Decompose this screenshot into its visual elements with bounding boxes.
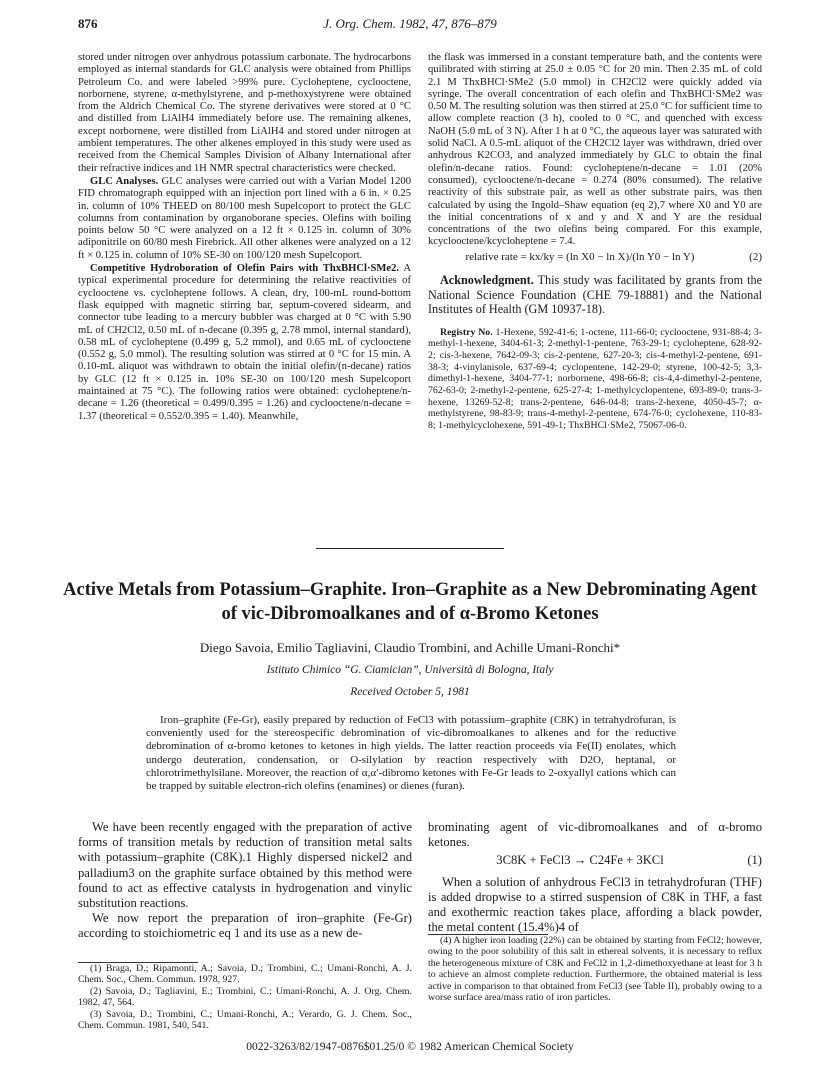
paragraph: stored under nitrogen over anhydrous potassium carbonate. The hydrocarbons employed as internal standards for GLC analysis were obtained from Phillips Petroleum Co. and were labeled >99% pure. Cycloheptene, cyclooctene, norbornene, styrene, α-methylstyrene, and p-methoxystyrene were obtained from the Aldrich Chemical Co. The styrene derivatives were stored at 0 °C and distilled from LiAlH4 immediately before use. The remaining alkenes, except norbornene, were distilled from LiAlH4 and stored under nitrogen at ambient temperatures. The other alkenes employed in this study were used as received from the Chemical Samples Division of Albany International after their refractive indices and 1H NMR spectral characteristics were checked. <box>78 52 411 174</box>
paragraph: We now report the preparation of iron–graphite (Fe-Gr) according to stoichiometric eq 1 and its use as a new de- <box>78 911 412 941</box>
left-column <box>78 52 411 424</box>
body-left-column <box>78 820 412 942</box>
page-footer: 0022-3263/82/1947-0876$01.25/0 © 1982 American Chemical Society <box>246 1041 574 1053</box>
running-header <box>0 16 820 36</box>
acknowledgment <box>428 273 762 317</box>
section-heading: Registry No. <box>440 326 493 338</box>
footnote: (2) Savoia, D.; Tagliavini, E.; Trombini, C.; Umani-Ronchi, A. J. Org. Chem. 1982, 47, 564. <box>78 985 412 1009</box>
footnote: (1) Braga, D.; Ripamonti, A.; Savoia, D.; Trombini, C.; Umani-Ronchi, A. J. Chem. Soc., Chem. Commun. 1978, 927. <box>78 963 412 986</box>
equation-text: 3C8K + FeCl3 → C24Fe + 3KCl <box>496 853 664 868</box>
footnotes-left <box>78 962 412 1031</box>
paragraph: the flask was immersed in a constant temperature bath, and the contents were quilibrated with stirring at 25.0 ± 0.05 °C for 20 min. Then 2.35 mL of cold 2.1 M ThxBHCl·SMe2 (5.0 mmol) in CH2Cl2 were quickly added via syringe. The overall concentration of each olefin and ThxBHCl·SMe2 was 0.50 M. The resulting solution was then stirred at 25.0 °C for sufficient time to allow complete reaction (3 h), cooled to 0 °C, and quenched with excess NaOH (5.0 mL of 3 N). After 1 h at 0 °C, the aqueous layer was saturated with solid NaCl. A 0.5-mL aliquot of the CH2Cl2 layer was withdrawn, dried over anhydrous K2CO3, and analyzed immediately by GLC to obtain the final olefin/n-decane ratios. Found: cycloheptene/n-decane = 1.01 (20% consumed), cyclooctene/n-decane = 0.274 (80% consumed). The relative reactivity of this substrate pair, as well as other substrate pairs, was then calculated by using the Ingold–Shaw equation (eq 2),7 where X0 and Y0 are the initial concentrations of x and y and X and Y are the residual concentrations of the two olefins being compared. For this example, kcyclooctene/kcycloheptene = 7.4. <box>428 52 762 248</box>
footnote: (3) Savoia, D.; Trombini, C.; Umani-Ronchi, A.; Verardo, G. J. Chem. Soc., Chem. Commun. 1981, 540, 541. <box>78 1008 412 1032</box>
received-date: Received October 5, 1981 <box>350 686 470 698</box>
equation-2 <box>428 251 762 263</box>
affiliation: Istituto Chimico “G. Ciamician”, Università di Bologna, Italy <box>266 664 554 676</box>
equation-1 <box>428 853 762 868</box>
equation-text: relative rate = kx/ky = (ln X0 − ln X)/(ln Y0 − ln Y) <box>465 250 695 263</box>
section-heading: Acknowledgment. <box>440 273 534 288</box>
paragraph-text: This study was facilitated by grants from the National Science Foundation (CHE 79-18881) and the National Institutes of Health (GM 10937-18). <box>428 273 762 317</box>
paragraph: brominating agent of vic-dibromoalkanes and of α-bromo ketones. <box>428 820 762 850</box>
body-right-column <box>428 820 762 935</box>
registry-numbers <box>428 327 762 432</box>
footnote: (4) A higher iron loading (22%) can be obtained by starting from FeCl2; however, owing to the poor solubility of this salt in ethereal solvents, it is necessary to reflux the heterogeneous mixture of C8K and FeCl2 in 1,2-dimethoxyethane at least for 3 h to achieve an almost complete reduction. Furthermore, the obtained material is less active in comparison to that obtained from FeCl3 (see Table II), probably owing to a worse surface area/mass ratio of iron particles. <box>428 935 762 1004</box>
section-divider <box>316 548 504 549</box>
paragraph <box>78 263 411 423</box>
authors: Diego Savoia, Emilio Tagliavini, Claudio Trombini, and Achille Umani-Ronchi* <box>199 640 621 655</box>
equation-number: (1) <box>747 853 762 868</box>
journal-citation: J. Org. Chem. 1982, 47, 876–879 <box>323 16 497 31</box>
section-heading: Competitive Hydroboration of Olefin Pairs with ThxBHCl·SMe2. <box>90 263 400 275</box>
paragraph <box>78 176 411 262</box>
paragraph: When a solution of anhydrous FeCl3 in tetrahydrofuran (THF) is added dropwise to a stirred suspension of C8K in THF, a fast and exothermic reaction takes place, affording a black powder, the metal content (15.4%)4 of <box>428 874 762 935</box>
paragraph-text: A typical experimental procedure for determining the relative reactivities of cyclooctene vs. cycloheptene follows. A clean, dry, 100-mL round-bottom flask equipped with magnetic stirring bar, septum-covered sidearm, and connector tube leading to a mercury bubbler was charged at 0 °C with 5.90 mL of CH2Cl2, 0.50 mL of n-decane (0.395 g, 2.78 mmol, internal standard), 0.58 mL of cycloheptene (0.499 g, 5.2 mmol), and 0.65 mL of cyclooctene (0.552 g, 5.0 mmol). The resulting solution was stirred at 0 °C for 15 min. A 0.10-mL aliquot was withdrawn to obtain the initial olefin/(n-decane) ratios by GLC (12 ft × 0.125 in. 10% SE-30 on 100/120 mesh Supelcoport maintained at 75 °C). The following ratios were obtained: cycloheptene/n-decane = 1.26 (theoretical = 0.499/0.395 = 1.26) and cyclooctene/n-decane = 1.37 (theoretical = 0.552/0.395 = 1.40). Meanwhile, <box>78 263 411 422</box>
footnotes-right <box>428 934 762 1003</box>
page-number: 876 <box>78 16 98 31</box>
right-column <box>428 52 762 433</box>
section-heading: GLC Analyses. <box>90 175 159 187</box>
equation-number: (2) <box>749 250 762 263</box>
paragraph-text: GLC analyses were carried out with a Varian Model 1200 FID chromatograph equipped with an injection port lined with a 6 in. × 0.25 in. column of 10% THEED on 80/100 mesh Supelcoport to protect the GLC columns from contamination by organoborane species. Olefins with boiling points below 50 °C were analyzed on a 12 ft × 0.125 in. column of 30% adiponitrile on 60/80 mesh Firebrick. All other alkenes were analyzed on a 12 ft × 0.125 in. column of 10% SE-30 on 100/120 mesh Supelcoport. <box>78 175 411 261</box>
article-title: Active Metals from Potassium–Graphite. Iron–Graphite as a New Debrominating Agent of vic-Dibromoalkanes and of α-Bromo Ketones <box>63 580 757 624</box>
abstract: Iron–graphite (Fe-Gr), easily prepared by reduction of FeCl3 with potassium–graphite (C8K) in tetrahydrofuran, is conveniently used for the stereospecific debromination of vic-dibromoalkanes to alkenes and for the reductive debromination of α-bromo ketones to ketones in high yields. The latter reaction proceeds via Fe(II) enolates, which undergo deuteration, condensation, or O-silylation by reaction respectively with D2O, heptanal, or chlorotrimethylsilane. Moreover, the reaction of α,α′-dibromo ketones with Fe-Gr leads to 2-oxyallyl cations which can be trapped by suitable electron-rich olefins (enamines) or dienes (furan). <box>146 714 676 793</box>
paragraph-text: 1-Hexene, 592-41-6; 1-octene, 111-66-0; cyclooctene, 931-88-4; 3-methyl-1-hexene, 3404-61-3; 2-methyl-1-pentene, 763-29-1; cycloheptene, 628-92-2; cis-3-hexene, 7642-09-3; cis-2-pentene, 627-20-3; cis-4-methyl-2-pentene, 691-38-3; 4-vinylanisole, 637-69-4; cyclopentene, 142-29-0; styrene, 100-42-5; 3,3-dimethyl-1-hexene, 3404-77-1; norbornene, 498-66-8; cis-4,4-dimethyl-2-pentene, 762-63-0; 2-methyl-2-pentene, 625-27-4; 1-methylcyclopentene, 693-89-0; trans-3-hexene, 13269-52-8; trans-2-pentene, 646-04-8; trans-2-hexene, 4050-45-7; α-methylstyrene, 98-83-9; trans-4-methyl-2-pentene, 674-76-0; cyclohexene, 110-83-8; 1-methylcyclohexene, 591-49-1; ThxBHCl·SMe2, 75067-06-0. <box>428 326 762 432</box>
paragraph: We have been recently engaged with the preparation of active forms of transition metals by reduction of transition metal salts with potassium–graphite (C8K).1 Highly dispersed nickel2 and palladium3 on the graphite surface obtained by this method were found to act as effective catalysts in hydrogenation and vinylic substitution reactions. <box>78 820 412 911</box>
